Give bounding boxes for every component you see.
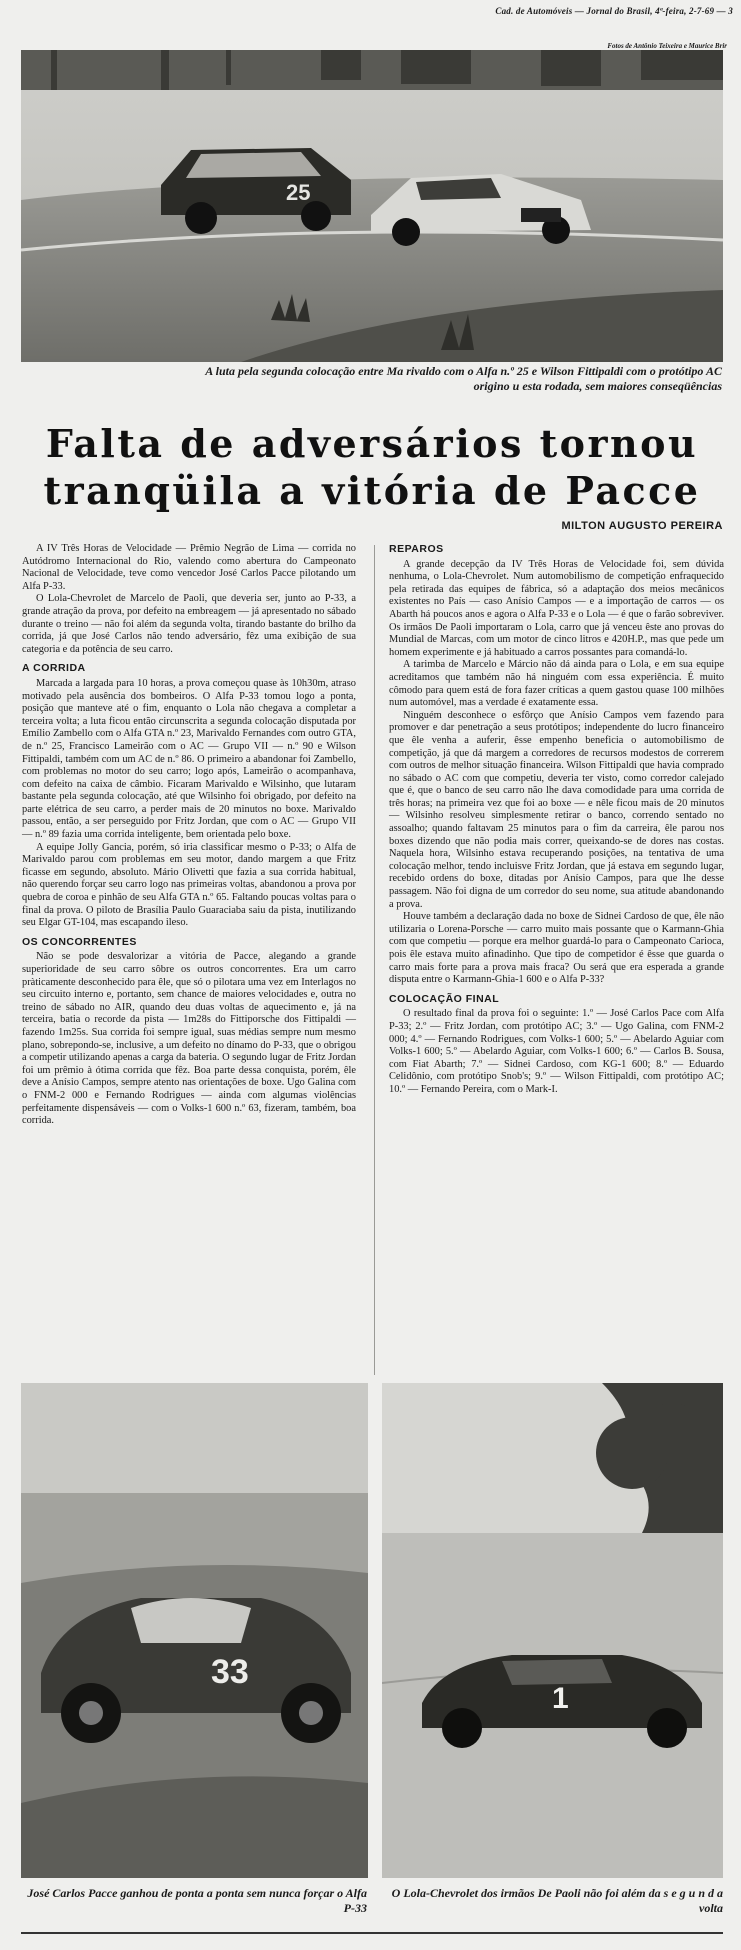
subheading-concorrentes: OS CONCORRENTES — [22, 935, 137, 948]
bottom-right-photo — [382, 1383, 723, 1878]
column-divider — [374, 545, 375, 1375]
page-header: Cad. de Automóveis — Jornal do Brasil, 4ª-feira, 2-7-69 — 3 — [495, 6, 733, 16]
paragraph: Marcada a largada para 10 horas, a prova começou quase às 10h30m, atraso motivado pela ausência dos bombeiros. O Alfa P-33 tomou logo a ponta, posição que manteve até o fim, enquanto o Lola não chegava a completar a terceira volta; a luta ficou então circunscrita a segunda colocação disputada por Emílio Zambello com o Alfa GTA n.º 23, Marivaldo Fernandes com outro GTA, de n.º 25, Francisco Lameirão com o AC — Grupo VII — n.º 90 e Wilson Fittipaldi, também com um AC de n.º 86. O primeiro a abandonar foi Zambello, com problemas no motor do seu carro; logo após, Lameirão o acompanhava, com defeito na caixa de câmbio. Ficaram Marivaldo e Wilsinho, que lutaram bastante pela segunda colocação, até que Wilsinho foi obrigado, por defeito na parte elétrica de seu carro, a perder mais de 20 minutos no boxe. Marivaldo passou, então, a ser perseguido por Fritz Jordan, que com o AC — Grupo VII — n.º 89 fazia uma corrida inteligente, bem orientada pelo boxe. — [22, 677, 356, 841]
car-number: 33 — [211, 1653, 249, 1691]
paragraph: O Lola-Chevrolet de Marcelo de Paoli, que deveria ser, junto ao P-33, a grande atração da prova, por defeito na embreagem — já apresentado no sábado durante o treino — não foi além da segunda volta, tirando bastante do brilho da corrida, já que José Carlos não tendo adversário, fêz uma exibição de sua categoria e da potência de seu carro. — [22, 593, 356, 655]
lola-chevrolet-illustration — [382, 1383, 723, 1878]
svg-text:25: 25 — [286, 180, 311, 205]
paragraph: Houve também a declaração dada no boxe de Sidnei Cardoso de que, êle não utilizaria o Lorena-Porsche — carro muito mais possante que o Karmann-Ghia com que competiu — porque era melhor guardá-lo para o Campeonato Carioca, pois êle estava muito afinadinho. Que tipo de competidor é êsse que guarda o carro mais forte para a prova mais fraca? Ou será que era esperada a grande disputa entre o Karmann-Ghia-1 600 e o Alfa P-33? — [389, 911, 724, 986]
top-photo-caption: A luta pela segunda colocação entre Ma rivaldo com o Alfa n.º 25 e Wilson Fittipaldi com o protótipo AC origino u esta rodada, sem maiores conseqüências — [205, 364, 722, 393]
headline-line-2: tranqüila a vitória de Pacce — [43, 468, 701, 513]
subheading-reparos: REPAROS — [389, 543, 444, 555]
alfa-p33-illustration — [21, 1383, 368, 1878]
paragraph: Ninguém desconhece o esfôrço que Anísio Campos vem fazendo para promover e dar penetração a seus protótipos; independente do lucro financeiro que êle venha a auferir, êsse empenho beneficia o automobilismo de competição, já que dá margem a corredores de recursos modestos de correrem com outros de melhor situação financeira. Wilson Fittipaldi que havia comprado no sábado o AC com que competiu, deveria ter visto, como corredor calejado que é, que o banco de seu carro não lhe dava comodidade para uma corrida de três horas; na primeira vez que foi ao boxe — e nêle ficou mais de 20 minutos — Wilsinho resolveu simplesmente retirar o banco, correndo sentado no assoalho; quando faltavam 25 minutos para o fim da carreira, êle parou nos boxes dizendo que não podia mais correr, queixando-se de dores nas costas. Naquela hora, Wilsinho estava recuperando posições, na tentativa de uma colocação melhor, tendo incluisve Fritz Jordan, que já estava em segundo lugar, recebido ordens do boxe, ditadas por Anísio Campos, para que lhe desse passagem. Não foi digna de um corredor do seu nome, sua atitude abandonando a prova. — [389, 709, 724, 910]
top-race-photo — [21, 50, 723, 362]
headline-line-1: Falta de adversários tornou — [45, 421, 699, 466]
subheading-corrida: A CORRIDA — [22, 662, 86, 675]
bottom-rule — [21, 1932, 723, 1934]
paragraph: O resultado final da prova foi o seguinte: 1.º — José Carlos Pace com Alfa P-33; 2.º — Fritz Jordan, com protótipo AC; 3.º — Ugo Galina, com FNM-2 000; 4.º — Fernando Rodrigues, com Volks-1 600; 5.º — Abelardo Aguiar com Volks-1 600; 5.º — Abelardo Aguiar, com Volks-1 600; 6.º — Carlos B. Sousa, com Fiat Abarth; 7.º — Sidnei Cardoso, com KG-1 600; 8.º — Eduardo Celidônio, com protótipo Snob's; 9.º — Wilson Fittipaldi, com protótipo AC; 10.º — Fernando Pereira, com o Mark-I. — [389, 1008, 724, 1095]
bottom-right-caption: O Lola-Chevrolet dos irmãos De Paoli não foi além da s e g u n d a volta — [391, 1886, 723, 1915]
photo-credit: Fotos de Antônio Teixeira e Maurice Brir — [607, 42, 727, 50]
paragraph: A tarimba de Marcelo e Márcio não dá ainda para o Lola, e em sua equipe acreditamos que também não há ninguém com essa experiência. É muito cômodo para quem está de fora fazer críticas a quem gastou quase 100 milhões num automóvel, mas a verdade é exatamente essa. — [389, 659, 724, 709]
car-number: 1 — [552, 1682, 569, 1715]
article-left-column — [22, 543, 356, 1128]
paragraph: Não se pode desvalorizar a vitória de Pacce, alegando a grande superioridade de seu carro sôbre os outros concorrentes. Era um carro pràticamente desconhecido para êle, que só o pilotara uma vez em Interlagos no seu circuito interno e, portanto, sem chance de maiores velocidades e, outra no treino de sábado no AIR, quando deu duas voltas de aquecimento e, já na terceira, batia o recorde da pista — 1m28s do Fittiporsche dos Fittipaldi — fazendo 1m25s. Sua corrida foi sempre igual, suas médias sempre num mesmo plano, sobrepondo-se, inclusive, a um defeito no dínamo do P-33, que o obrigou a competir utilizando apenas a carga da bateria. O segundo lugar de Fritz Jordan foi um prêmio à ótima corrida que fêz. Boa parte dessa conquista, porém, êle deve a Anísio Campos, sempre atento nas orientações de boxe. Ugo Galina com o FNM-2 000 e Fernando Rodrigues — ainda com algumas violências perfeitamente dispensáveis — com o Volks-1 600 n.º 63, fizeram, também, boa corrida. — [22, 951, 356, 1127]
bottom-left-caption: José Carlos Pacce ganhou de ponta a ponta sem nunca forçar o Alfa P-33 — [27, 1886, 367, 1915]
byline: MILTON AUGUSTO PEREIRA — [561, 520, 723, 532]
race-scene-illustration — [21, 50, 723, 362]
article-right-column — [389, 543, 724, 1097]
subheading-colocacao-final: COLOCAÇÃO FINAL — [389, 992, 500, 1005]
paragraph: A equipe Jolly Gancia, porém, só iria classificar mesmo o P-33; o Alfa de Marivaldo parou com problemas em seu motor, dando margem a que Fritz ficasse em segundo, absoluto. Mário Olivetti que fazia a sua corrida habitual, não querendo forçar seu carro logo nas primeiras voltas, abandonou a prova por quebra de coroa e pinhão de seu Alfa GTA n.º 65. Faltando poucas voltas para o final da prova. O piloto de Brasília Paulo Guaraciaba saiu da pista, inutilizando seu Elgar GT-104, mas escapando ileso. — [22, 841, 356, 929]
paragraph: A grande decepção da IV Três Horas de Velocidade foi, sem dúvida nenhuma, o Lola-Chevrolet. Num automobilismo de competição enfraquecido pela retirada das equipes de fábrica, só a adaptação dos meios mecânicos existentes no País — caso Anísio Campos — e a importação de carros — os Abarth há poucos anos e agora o Alfa P-33 e o Lola — é que o farão sobreviver. Os irmãos De Paoli importaram o Lola, carro que já venceu êste ano provas do Mundial de Marcas, com um motor de cinco litros e 420H.P., mas que pede um homem experimente e já habituado a carros possantes para comandá-lo. — [389, 558, 724, 658]
bottom-left-photo — [21, 1383, 368, 1878]
paragraph: A IV Três Horas de Velocidade — Prêmio Negrão de Lima — corrida no Autódromo Internacional do Rio, valendo como abertura do Campeonato Nacional de Velocidade, teve como vencedor José Carlos Pacce pilotando um Alfa P-33. — [22, 543, 356, 592]
